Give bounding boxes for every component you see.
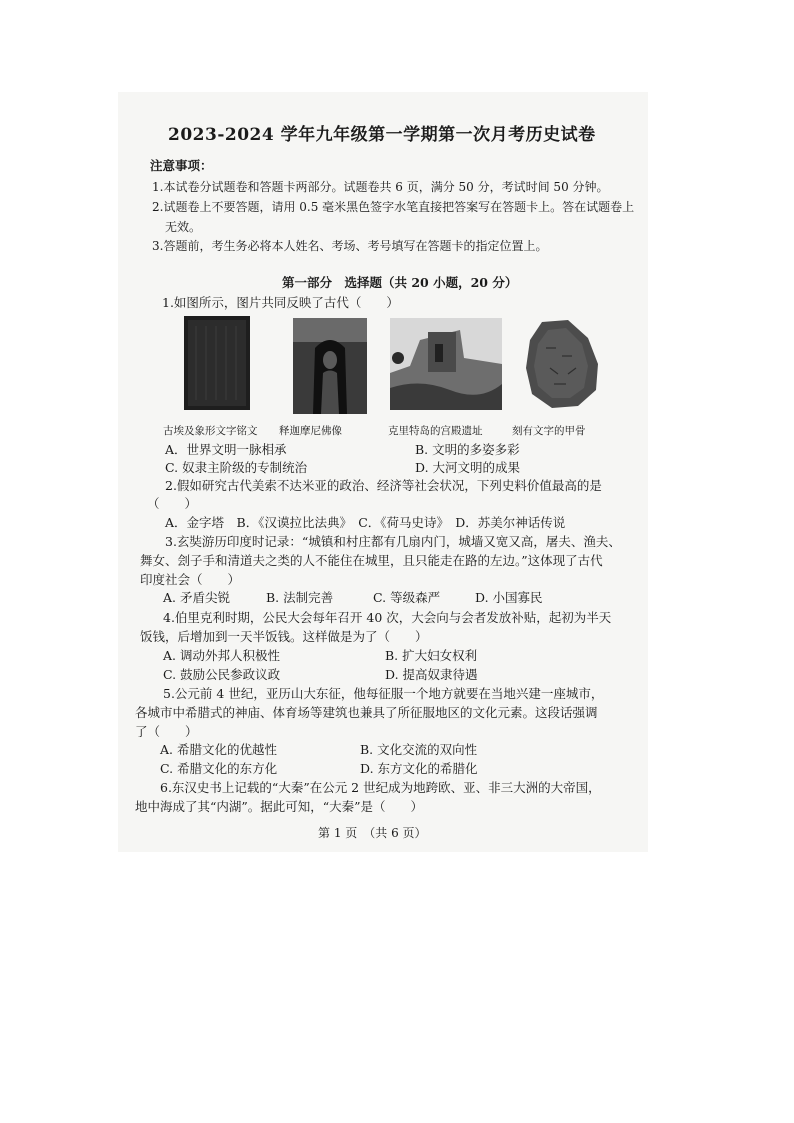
question-1-option-d: D. 大河文明的成果: [415, 460, 521, 475]
question-3-stem: 印度社会（ ）: [140, 572, 241, 587]
question-3-option-b: B. 法制完善: [266, 590, 334, 605]
question-3-option-a: A. 矛盾尖锐: [163, 590, 230, 605]
question-4-stem: 4.伯里克利时期，公民大会每年召开 40 次，大会向与会者发放补贴，起初为半天: [163, 610, 612, 625]
question-1-option-a: A．世界文明一脉相承: [165, 442, 287, 457]
question-2-stem: 2.假如研究古代美索不达米亚的政治、经济等社会状况，下列史料价值最高的是: [165, 478, 602, 493]
oracle-bone-image: [522, 318, 602, 410]
question-3-option-c: C. 等级森严: [373, 590, 441, 605]
question-3-stem: 舞女、刽子手和清道夫之类的人不能住在城里，且只能走在路的左边。”这体现了古代: [140, 553, 603, 568]
question-2-options: A．金字塔 B．《汉谟拉比法典》 C．《荷马史诗》 D．苏美尔神话传说: [165, 515, 566, 530]
question-5-stem: 各城市中希腊式的神庙、体育场等建筑也兼具了所征服地区的文化元素。这段话强调: [135, 705, 598, 720]
question-1-option-c: C. 奴隶主阶级的专制统治: [165, 460, 308, 475]
question-5-stem: 了（ ）: [135, 724, 198, 739]
notice-line: 无效。: [165, 220, 202, 234]
image-caption: 古埃及象形文字铭文: [163, 425, 258, 437]
question-4-stem: 饭钱，后增加到一天半饭钱。这样做是为了（ ）: [140, 629, 428, 644]
question-5-stem: 5.公元前 4 世纪，亚历山大东征，他每征服一个地方就要在当地兴建一座城市，: [163, 686, 604, 701]
question-5-option-d: D. 东方文化的希腊化: [360, 761, 478, 776]
question-3-stem: 3.玄奘游历印度时记录：“城镇和村庄都有几扇内门，城墙又宽又高，屠夫、渔夫、: [165, 534, 621, 549]
question-4-option-d: D. 提高奴隶待遇: [385, 667, 478, 682]
question-6-stem: 6.东汉史书上记载的“大秦”在公元 2 世纪成为地跨欧、亚、非三大洲的大帝国，: [160, 780, 601, 795]
question-2-stem: （ ）: [147, 496, 198, 511]
page-footer: 第 1 页 （共 6 页）: [318, 826, 427, 840]
question-5-option-b: B. 文化交流的双向性: [360, 742, 478, 757]
question-3-option-d: D. 小国寡民: [475, 590, 543, 605]
exam-title: 2023-2024 学年九年级第一学期第一次月考历史试卷: [168, 125, 596, 145]
question-6-stem: 地中海成了其“内湖”。据此可知，“大秦”是（ ）: [135, 799, 424, 814]
notice-line: 3.答题前，考生务必将本人姓名、考场、考号填写在答题卡的指定位置上。: [152, 239, 548, 253]
image-caption: 克里特岛的宫殿遗址: [388, 425, 483, 437]
question-5-option-c: C. 希腊文化的东方化: [160, 761, 278, 776]
image-caption: 刻有文字的甲骨: [512, 425, 586, 437]
image-caption: 释迦摩尼佛像: [279, 425, 342, 437]
notice-heading: 注意事项：: [150, 158, 213, 173]
section-title: 第一部分 选择题（共 20 小题，20 分）: [282, 275, 518, 290]
buddha-statue-image: [293, 318, 367, 414]
notice-line: 1.本试卷分试题卷和答题卡两部分。试题卷共 6 页，满分 50 分，考试时间 50 分钟。: [152, 180, 609, 194]
question-1-option-b: B. 文明的多姿多彩: [415, 442, 520, 457]
palace-ruins-image: [390, 318, 502, 410]
question-4-option-b: B. 扩大妇女权利: [385, 648, 478, 663]
notice-line: 2.试题卷上不要答题，请用 0.5 毫米黑色签字水笔直接把答案写在答题卡上。答在试题卷上: [152, 200, 635, 214]
egyptian-inscription-image: [184, 316, 250, 410]
question-4-option-c: C. 鼓励公民参政议政: [163, 667, 281, 682]
question-4-option-a: A. 调动外邦人积极性: [163, 648, 280, 663]
question-5-option-a: A. 希腊文化的优越性: [160, 742, 277, 757]
question-1-stem: 1.如图所示，图片共同反映了古代（ ）: [162, 295, 399, 310]
